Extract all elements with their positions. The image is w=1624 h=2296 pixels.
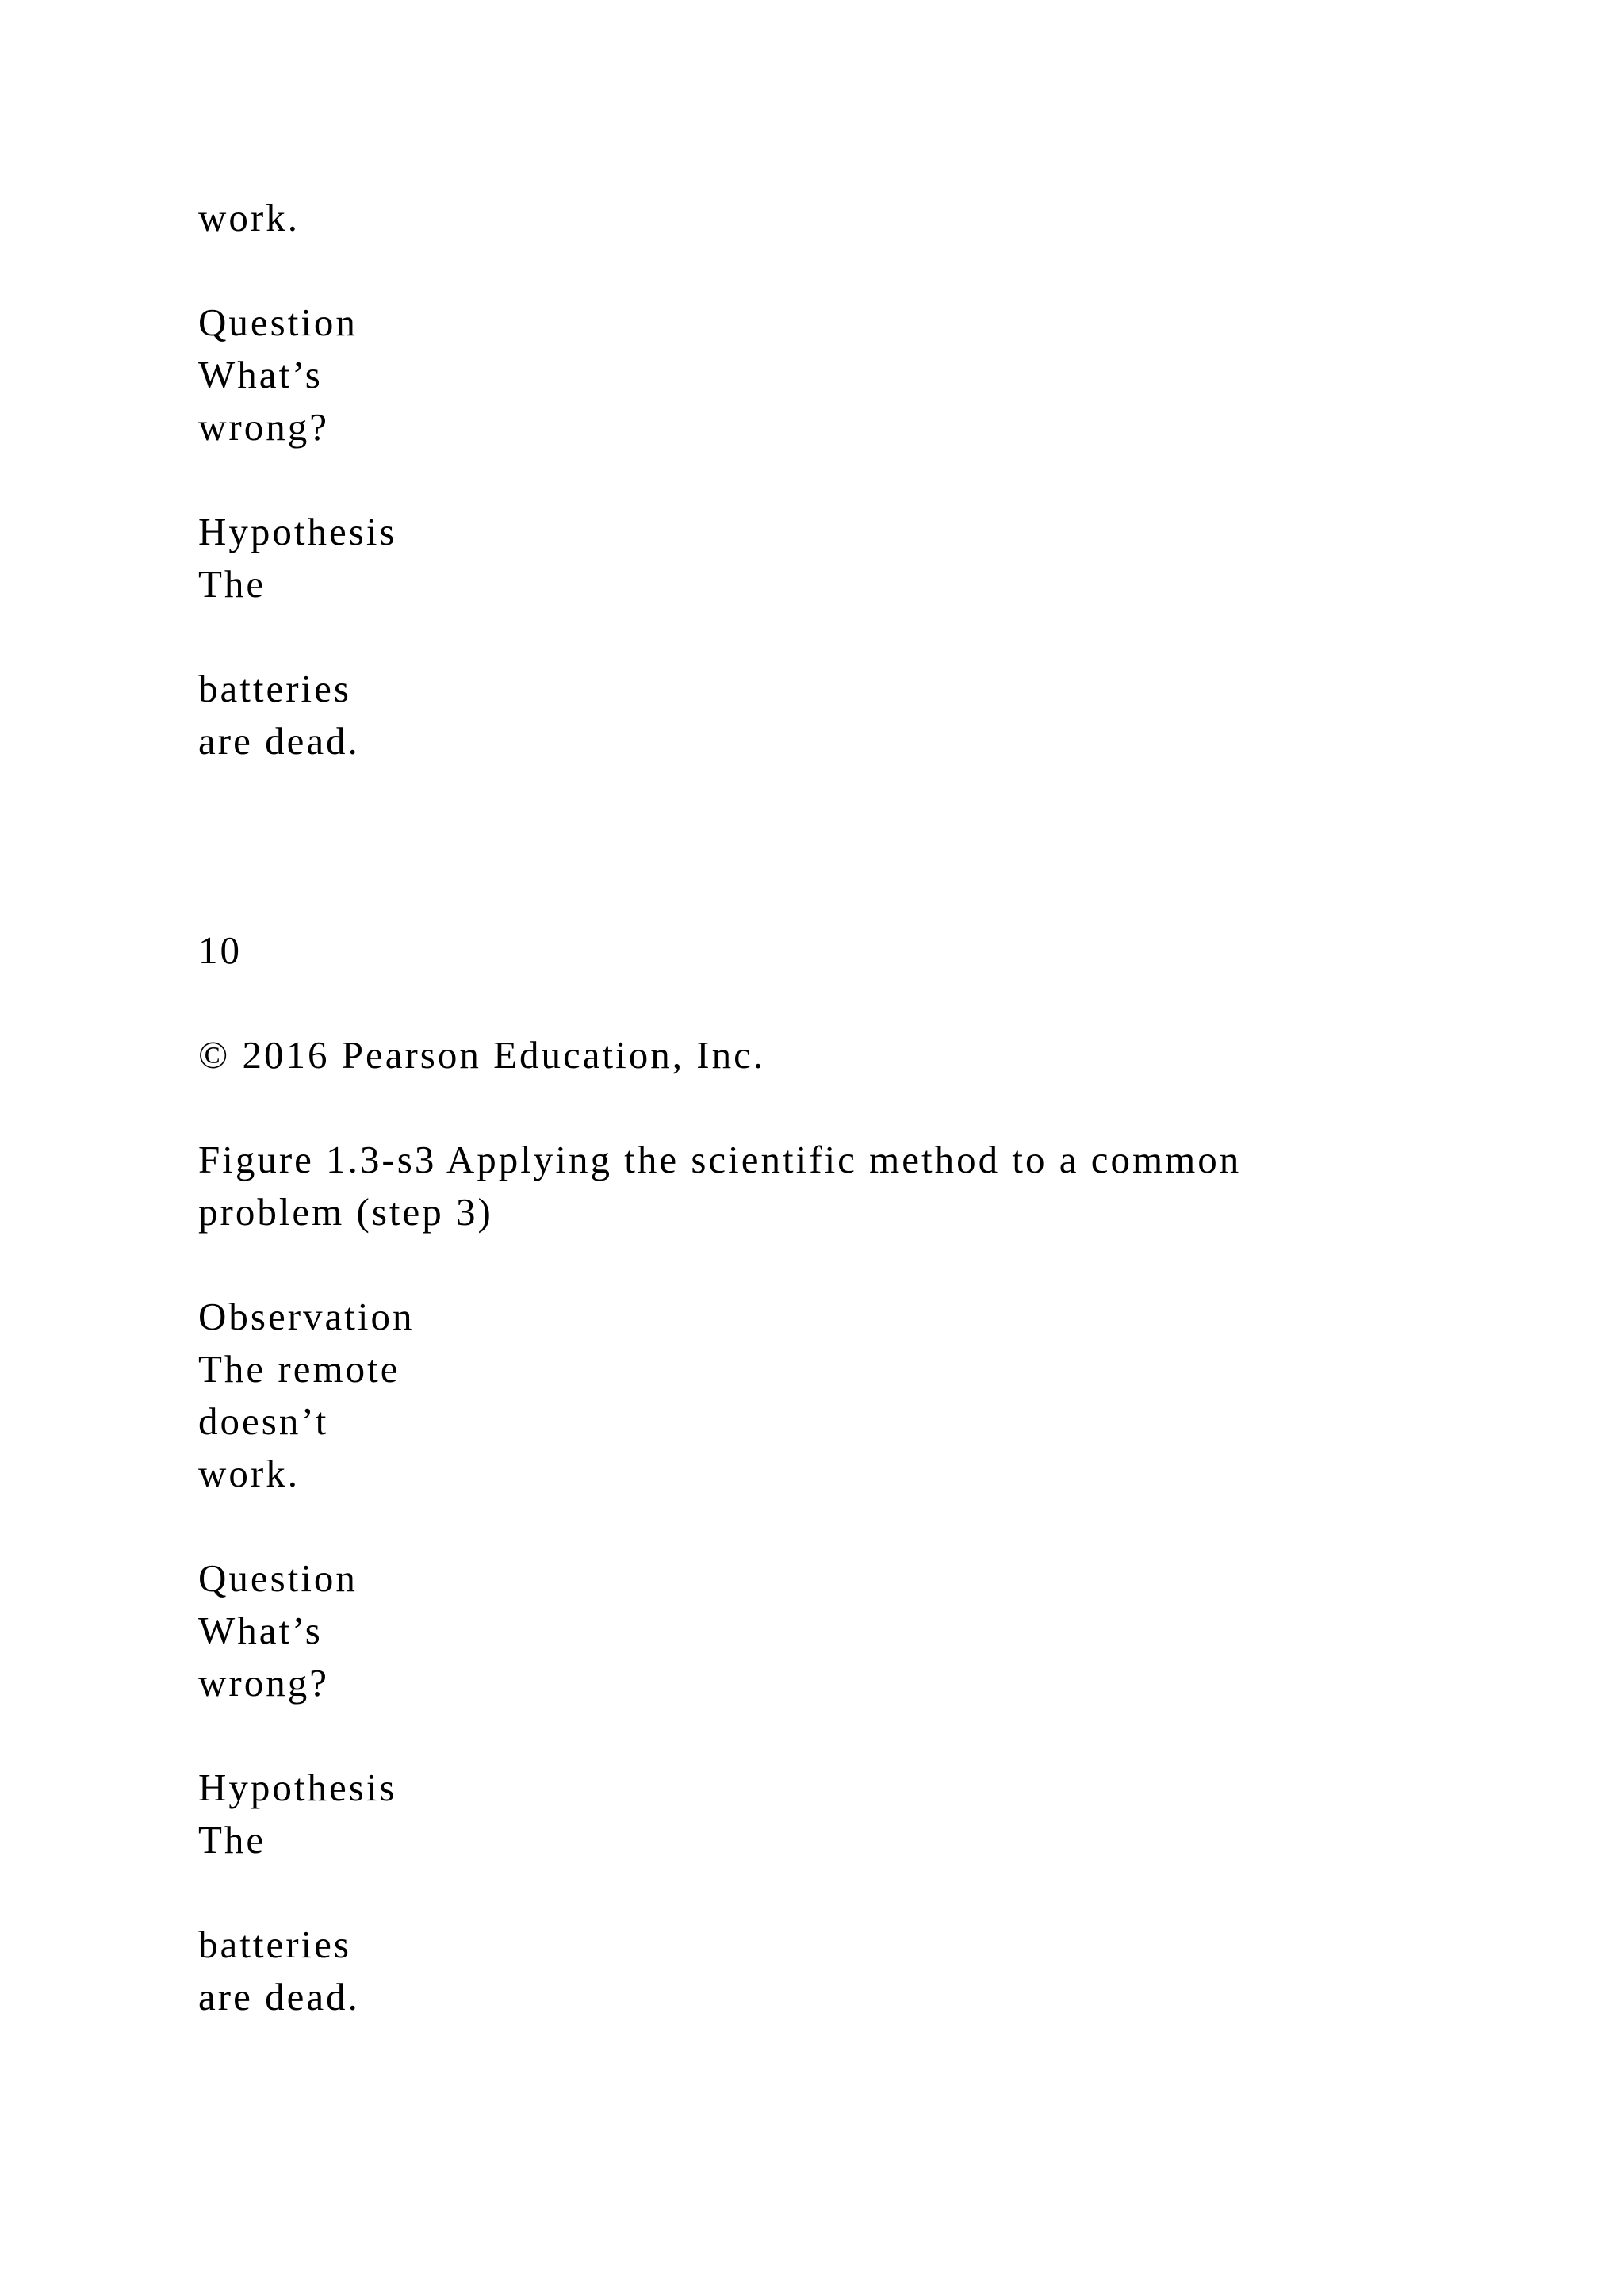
text-line: Hypothesis xyxy=(198,1766,397,1809)
blank-line xyxy=(198,1866,1546,1919)
figure-caption: problem (step 3) xyxy=(198,1190,493,1234)
text-line: doesn’t xyxy=(198,1399,329,1443)
text-line: Question xyxy=(198,300,358,344)
blank-line xyxy=(198,767,1546,820)
blank-line xyxy=(198,1081,1546,1134)
text-line: are dead. xyxy=(198,719,360,763)
blank-line xyxy=(198,1238,1546,1291)
text-line: Observation xyxy=(198,1295,415,1338)
blank-line xyxy=(198,244,1546,297)
slide-number: 10 xyxy=(198,928,242,972)
text-line: What’s xyxy=(198,1609,323,1652)
text-line: Question xyxy=(198,1556,358,1600)
text-line: What’s xyxy=(198,353,323,396)
text-line: are dead. xyxy=(198,1975,360,2019)
text-line: work. xyxy=(198,1452,300,1495)
text-line: work. xyxy=(198,196,300,239)
blank-line xyxy=(198,820,1546,872)
blank-line xyxy=(198,453,1546,506)
text-line: batteries xyxy=(198,1923,351,1966)
blank-line xyxy=(198,872,1546,924)
figure-caption: Figure 1.3-s3 Applying the scientific method to a common xyxy=(198,1138,1242,1181)
blank-line xyxy=(198,610,1546,663)
blank-line xyxy=(198,1500,1546,1552)
blank-line xyxy=(198,1709,1546,1762)
text-line: The xyxy=(198,1818,266,1862)
document-text xyxy=(198,192,1546,2023)
text-line: Hypothesis xyxy=(198,510,397,553)
text-line: wrong? xyxy=(198,1661,329,1705)
blank-line xyxy=(198,977,1546,1029)
text-line: batteries xyxy=(198,667,351,710)
text-line: wrong? xyxy=(198,405,329,449)
text-line: The remote xyxy=(198,1347,400,1391)
text-line: The xyxy=(198,562,266,606)
copyright-notice: © 2016 Pearson Education, Inc. xyxy=(198,1033,766,1077)
